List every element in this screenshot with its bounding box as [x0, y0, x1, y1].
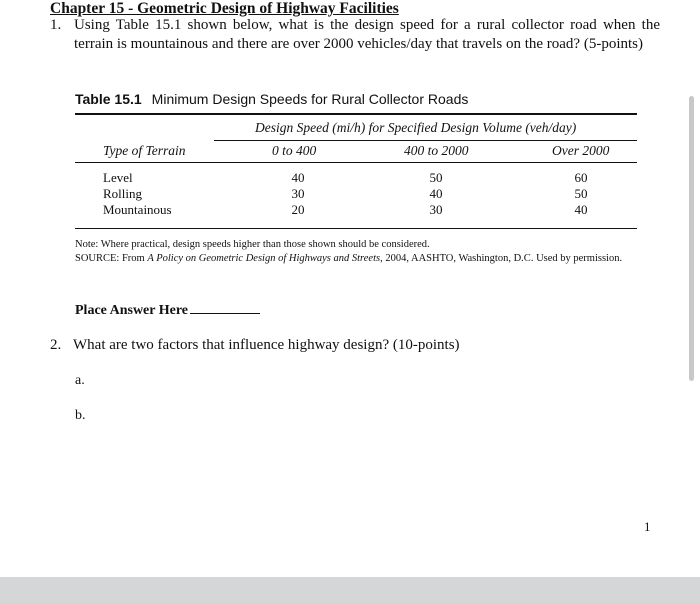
table-row-terrain: Mountainous — [103, 202, 172, 217]
source-title: A Policy on Geometric Design of Highways and Streets — [147, 252, 381, 264]
table-group-header: Design Speed (mi/h) for Specified Design Volume (veh/day) — [255, 120, 577, 135]
table-note — [75, 238, 645, 265]
table-caption — [75, 91, 468, 107]
table-bottom-rule — [75, 228, 637, 229]
answer-item-a: a. — [75, 373, 85, 388]
column-header-0-400: 0 to 400 — [272, 143, 317, 158]
table-label: Table 15.1 — [75, 91, 142, 107]
question-2-number: 2. — [50, 337, 62, 353]
table-row-terrain: Level — [103, 170, 133, 185]
table-cell: 30 — [429, 202, 443, 217]
table-cell: 50 — [429, 170, 443, 185]
source-label: SOURCE: From — [75, 252, 145, 264]
bottom-bar — [0, 577, 700, 603]
table-cell: 40 — [291, 170, 305, 185]
table-cell: 40 — [574, 202, 588, 217]
vertical-scrollbar[interactable] — [689, 96, 694, 381]
question-1-text: Using Table 15.1 shown below, what is the design speed for a rural collector road when the terrain is mountainous and there are over 2000 vehicles/day that travels on the road? (5-points) — [74, 17, 660, 52]
source-text — [75, 252, 645, 266]
table-cell: 60 — [574, 170, 588, 185]
table-top-rule — [75, 113, 637, 115]
header-bottom-rule — [75, 162, 637, 163]
answer-item-b: b. — [75, 408, 86, 423]
chapter-title: Chapter 15 - Geometric Design of Highway Facilities — [50, 0, 399, 17]
group-header-rule — [214, 140, 637, 141]
table-cell: 40 — [429, 186, 443, 201]
question-2 — [50, 337, 460, 354]
table-cell: 30 — [291, 186, 305, 201]
answer-label: Place Answer Here — [75, 303, 189, 318]
column-header-400-2000: 400 to 2000 — [404, 143, 469, 158]
question-2-text: What are two factors that influence highway design? (10-points) — [73, 337, 460, 353]
column-header-over-2000: Over 2000 — [552, 143, 610, 158]
table-cell: 50 — [574, 186, 588, 201]
table-caption-text: Minimum Design Speeds for Rural Collector Roads — [151, 91, 469, 107]
answer-prompt — [75, 301, 260, 319]
answer-blank-line[interactable] — [190, 301, 260, 314]
question-1-number: 1. — [50, 17, 62, 33]
source-rest: , 2004, AASHTO, Washington, D.C. Used by permission. — [380, 252, 623, 264]
table-row-terrain: Rolling — [103, 186, 143, 201]
terrain-header: Type of Terrain — [103, 143, 186, 158]
page-number: 1 — [644, 519, 651, 534]
note-text: Note: Where practical, design speeds higher than those shown should be considered. — [75, 239, 430, 250]
table-cell: 20 — [291, 202, 305, 217]
